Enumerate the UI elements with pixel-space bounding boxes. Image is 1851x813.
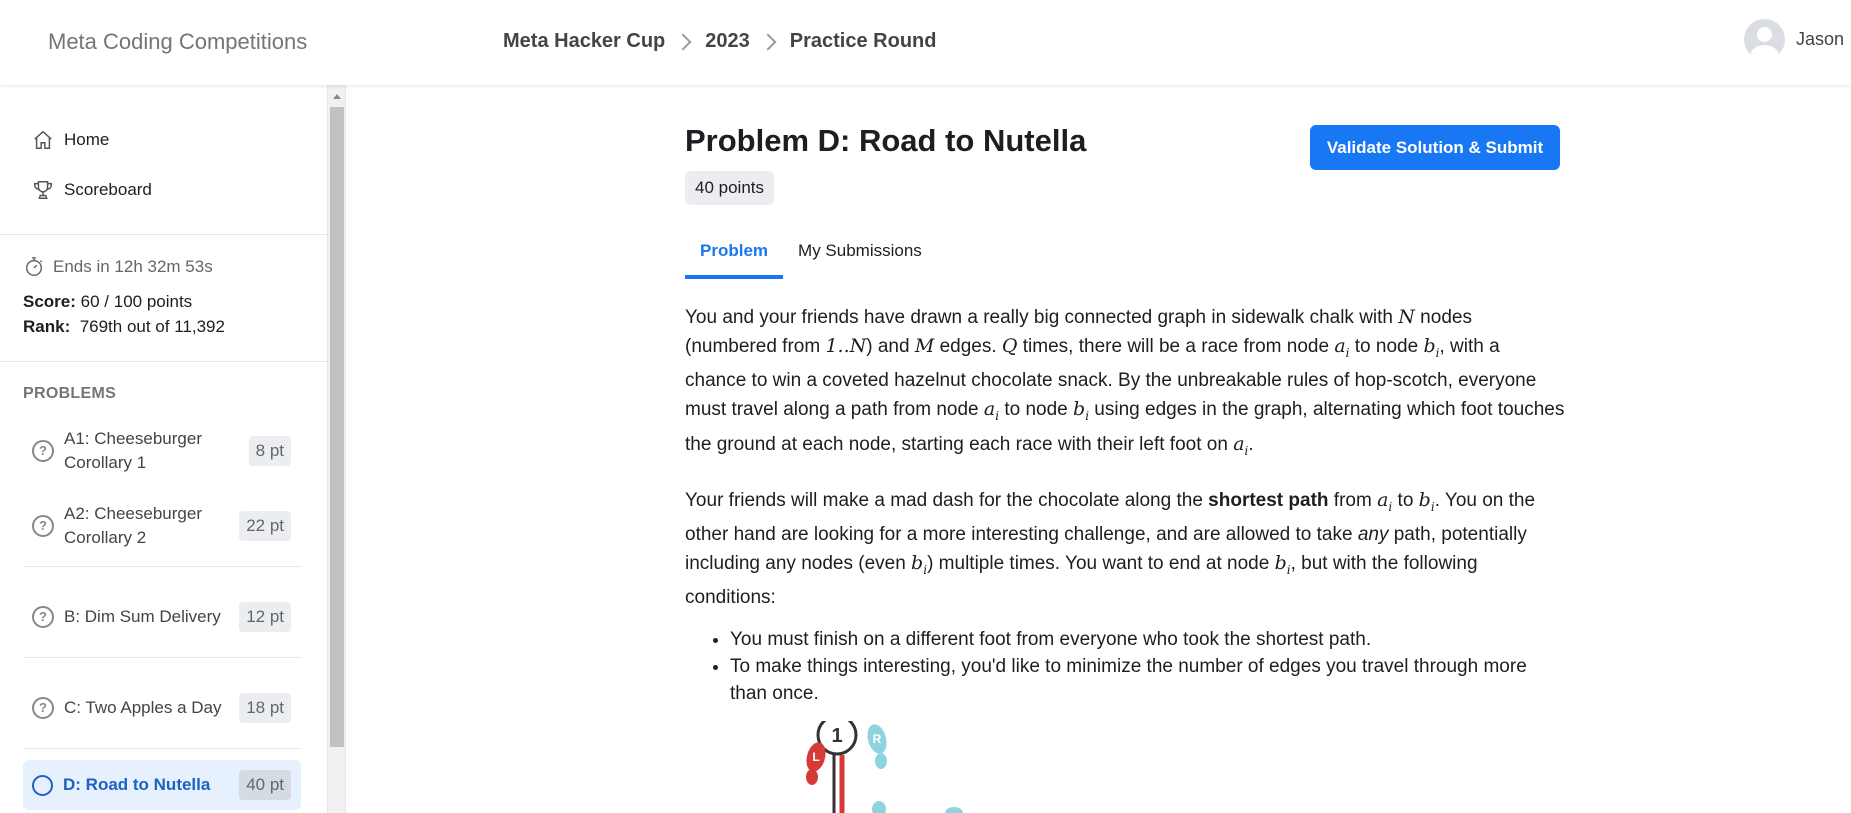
scrollbar-thumb[interactable]	[330, 107, 344, 747]
rank-label: Rank:	[23, 317, 71, 336]
question-icon: ?	[32, 606, 54, 628]
left-foot-label: L	[812, 750, 820, 764]
scroll-up-arrow-icon[interactable]	[333, 94, 341, 99]
statement-paragraph-2: Your friends will make a mad dash for the chocolate along the shortest path from $a_i$ to $b_i$. You on the other hand are looking for a more interesting challenge, and are allowed to take any path, potentially including any nodes (even $b_i$) multiple times. You want to end at node $b_i$, but with the following conditions:	[685, 489, 1536, 608]
page-title: Problem D: Road to Nutella	[685, 123, 1087, 158]
sidebar-item-label: Home	[64, 130, 110, 149]
problem-name: C: Two Apples a Day	[64, 698, 222, 717]
right-foot-icon	[864, 722, 963, 813]
divider	[0, 361, 327, 362]
divider	[23, 657, 301, 658]
score-label: Score:	[23, 292, 76, 311]
problem-name: D: Road to Nutella	[63, 775, 211, 794]
avatar[interactable]	[1744, 19, 1785, 60]
breadcrumb-year[interactable]: 2023	[705, 30, 750, 52]
score-line	[23, 292, 192, 312]
sidebar	[0, 85, 328, 813]
problem-name: A1: Cheeseburger Corollary 1	[64, 429, 202, 472]
timer-text: Ends in 12h 32m 53s	[53, 257, 213, 276]
sidebar-item-label: Scoreboard	[64, 180, 152, 199]
tab-problem[interactable]: Problem	[685, 233, 783, 279]
problems-heading: PROBLEMS	[23, 385, 117, 402]
problem-points: 40 pt	[239, 770, 291, 800]
problem-points: 22 pt	[239, 511, 291, 541]
problem-points: 18 pt	[239, 693, 291, 723]
contest-timer	[23, 256, 213, 278]
hopscotch-illustration	[779, 721, 1199, 813]
top-bar	[0, 0, 1851, 85]
main-content	[347, 85, 1851, 813]
statement-paragraph-1: You and your friends have drawn a really big connected graph in sidewalk chalk with N nodes (numbered from 1..N) and M edges. Q times, there will be a race from node $a_i$ to node $b_i$, with a chance to win a coveted hazelnut chocolate snack. By the unbreakable rules of hop-scotch, everyone must travel along a path from node $a_i$ to node $b_i$ using edges in the graph, alternating which foot touches the ground at each node, starting each race with their left foot on $a_i$.	[685, 306, 1565, 458]
problem-statement	[685, 303, 1565, 707]
sidebar-problem-d[interactable]	[23, 760, 301, 810]
sidebar-item-home[interactable]	[32, 129, 109, 151]
problem-points: 8 pt	[249, 436, 291, 466]
right-foot-label: R	[872, 732, 882, 746]
trophy-icon	[32, 179, 54, 201]
validate-submit-button[interactable]: Validate Solution & Submit	[1310, 125, 1560, 170]
home-icon	[32, 129, 54, 151]
problem-points: 12 pt	[239, 602, 291, 632]
divider	[23, 748, 301, 749]
brand-title[interactable]: Meta Coding Competitions	[48, 29, 308, 54]
circle-icon	[32, 775, 53, 796]
breadcrumb	[503, 30, 936, 53]
sidebar-problem-c[interactable]	[23, 679, 301, 737]
sidebar-scrollbar[interactable]	[328, 85, 346, 813]
sidebar-problem-b[interactable]	[23, 588, 301, 646]
sidebar-item-scoreboard[interactable]	[32, 179, 152, 201]
conditions-list	[730, 626, 1565, 707]
chevron-right-icon	[759, 33, 776, 50]
user-name[interactable]: Jason	[1796, 29, 1845, 49]
score-value: 60 / 100 points	[80, 292, 193, 311]
rank-value: 769th out of 11,392	[79, 317, 225, 336]
divider	[0, 234, 327, 235]
points-badge: 40 points	[685, 171, 774, 205]
problem-name: A2: Cheeseburger Corollary 2	[64, 504, 202, 547]
question-icon: ?	[32, 697, 54, 719]
chevron-right-icon	[675, 33, 692, 50]
problem-name: B: Dim Sum Delivery	[64, 607, 221, 626]
divider	[23, 566, 301, 567]
breadcrumb-round[interactable]: Practice Round	[789, 30, 937, 52]
sidebar-problem-a1[interactable]	[23, 422, 301, 480]
stopwatch-icon	[23, 256, 45, 278]
problem-tabs	[685, 233, 937, 279]
breadcrumb-hacker-cup[interactable]: Meta Hacker Cup	[503, 30, 666, 52]
rank-line	[23, 317, 225, 337]
sidebar-problem-a2[interactable]	[23, 497, 301, 555]
node-label: 1	[831, 725, 843, 747]
question-icon: ?	[32, 515, 54, 537]
user-menu[interactable]	[1744, 19, 1851, 60]
list-item: • To make things interesting, you'd like to minimize the number of edges you travel through more than once.	[730, 653, 1565, 707]
question-icon: ?	[32, 440, 54, 462]
list-item: • You must finish on a different foot from everyone who took the shortest path.	[730, 626, 1565, 653]
tab-my-submissions[interactable]: My Submissions	[798, 241, 922, 260]
